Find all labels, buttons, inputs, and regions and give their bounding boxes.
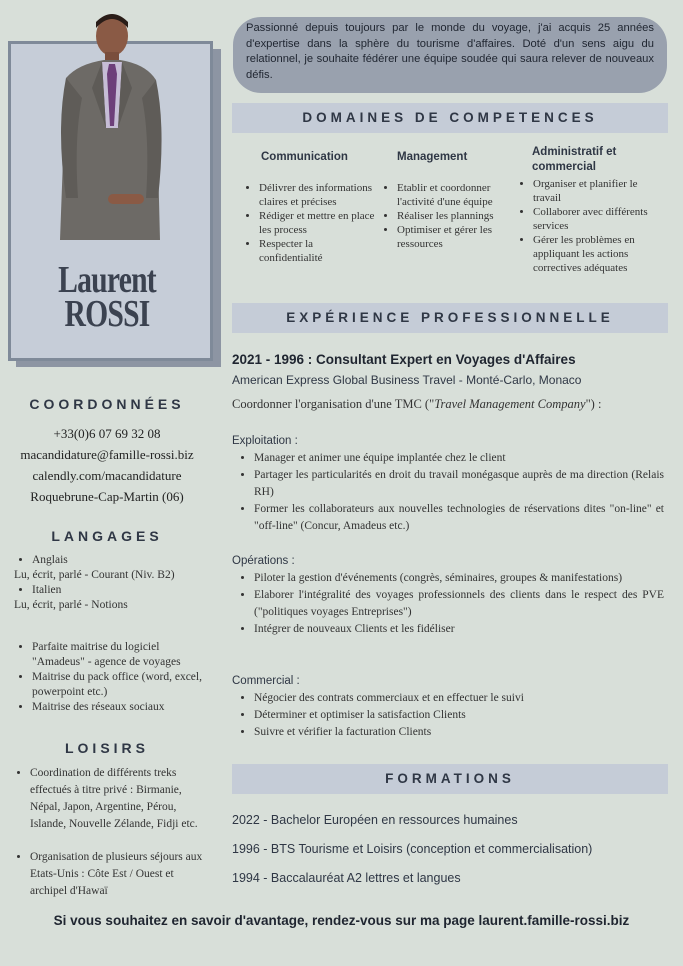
exp-group-label: Commercial : bbox=[232, 675, 300, 687]
skill-column-admin bbox=[519, 145, 659, 275]
skill-column-communication bbox=[245, 150, 375, 265]
skill-item: • Rédiger et mettre en place les process bbox=[259, 209, 375, 237]
tool-item: • Maitrise du pack office (word, excel, powerpoint etc.) bbox=[32, 670, 211, 700]
education-item: 1994 - Baccalauréat A2 lettres et langues bbox=[232, 871, 461, 885]
exp-item: • Elaborer l'intégralité des voyages professionnels des clients dans le respect des PVE ("politiques voyages Entreprises") bbox=[254, 587, 664, 621]
exp-item: • Intégrer de nouveaux Clients et les fidéliser bbox=[254, 621, 664, 638]
education-item: 1996 - BTS Tourisme et Loisirs (conception et commercialisation) bbox=[232, 842, 593, 856]
exp-group-label: Exploitation : bbox=[232, 435, 298, 447]
city: Roquebrune-Cap-Martin (06) bbox=[30, 489, 184, 504]
skill-column-title: Communication bbox=[261, 151, 348, 163]
skill-item: • Organiser et planifier le travail bbox=[533, 177, 659, 205]
tool-item: • Parfaite maitrise du logiciel "Amadeus" - agence de voyages bbox=[32, 640, 211, 670]
hobby-item: • Coordination de différents treks effectués à titre privé : Birmanie, Népal, Japon, Argentine, Pérou, Islande, Nouvelle Zélande, Fidji etc. bbox=[30, 765, 212, 833]
exp-item: • Former les collaborateurs aux nouvelles technologies de réservations dites "on-line" et "off-line" (Concur, Amadeus etc.) bbox=[254, 501, 664, 535]
contact-heading: COORDONNÉES bbox=[29, 396, 185, 412]
skill-item: • Gérer les problèmes en appliquant les actions correctives adéquates bbox=[533, 233, 659, 275]
skill-column-title: Management bbox=[397, 151, 468, 163]
language-name: • Anglais bbox=[32, 553, 211, 568]
exp-item: • Déterminer et optimiser la satisfaction Clients bbox=[254, 707, 664, 724]
first-name: Laurent bbox=[58, 259, 156, 301]
skill-item: • Délivrer des informations claires et précises bbox=[259, 181, 375, 209]
language-name: • Italien bbox=[32, 583, 211, 598]
language-level: Lu, écrit, parlé - Courant (Niv. B2) bbox=[14, 569, 175, 581]
exp-group-commercial bbox=[232, 673, 664, 741]
email-link[interactable]: macandidature@famille-rossi.biz bbox=[20, 447, 194, 462]
skill-column-title: Administratif et commercial bbox=[532, 146, 617, 173]
profile-photo bbox=[48, 8, 166, 240]
exp-item: • Partager les particularités en droit du travail monégasque auprès de ma direction (Relais RH) bbox=[254, 467, 664, 501]
job-intro-prefix: Coordonner l'organisation d'une TMC (" bbox=[232, 397, 435, 411]
job-intro bbox=[232, 396, 668, 413]
tools-list bbox=[16, 640, 211, 715]
job-company: American Express Global Business Travel - Monté-Carlo, Monaco bbox=[232, 373, 582, 387]
hobbies-heading: LOISIRS bbox=[64, 740, 149, 756]
education-heading-bar bbox=[232, 764, 668, 794]
languages-list bbox=[16, 553, 211, 613]
exp-item: • Suivre et vérifier la facturation Clients bbox=[254, 724, 664, 741]
contact-block bbox=[0, 423, 214, 507]
education-item: 2022 - Bachelor Européen en ressources humaines bbox=[232, 813, 518, 827]
last-name: ROSSI bbox=[64, 293, 150, 335]
job-intro-suffix: ") : bbox=[585, 397, 602, 411]
skill-column-management bbox=[383, 150, 513, 251]
hobby-item: • Organisation de plusieurs séjours aux Etats-Unis : Côte Est / Ouest et archipel d'Hawaï bbox=[30, 849, 212, 900]
skill-item: • Réaliser les plannings bbox=[397, 209, 513, 223]
exp-item: • Négocier des contrats commerciaux et en effectuer le suivi bbox=[254, 690, 664, 707]
tool-item: • Maitrise des réseaux sociaux bbox=[32, 700, 211, 715]
job-intro-italic: Travel Management Company bbox=[434, 397, 586, 411]
skill-item: • Optimiser et gérer les ressources bbox=[397, 223, 513, 251]
summary-text: Passionné depuis toujours par le monde du voyage, j'ai acquis 25 années d'expertise dans la sphère du tourisme d'affaires. Doté d'un sens aigu du relationnel, je souhaite fédérer une équipe soudée qui saura relever de nouveaux défis. bbox=[246, 22, 654, 81]
experience-heading-bar bbox=[232, 303, 668, 333]
exp-group-label: Opérations : bbox=[232, 555, 295, 567]
exp-item: • Manager et animer une équipe implantée chez le client bbox=[254, 450, 664, 467]
languages-heading: LANGAGES bbox=[51, 528, 163, 544]
job-title: 2021 - 1996 : Consultant Expert en Voyages d'Affaires bbox=[232, 352, 576, 367]
exp-item: • Piloter la gestion d'événements (congrès, séminaires, groupes & manifestations) bbox=[254, 570, 664, 587]
hobbies-list bbox=[14, 765, 212, 900]
phone-number[interactable]: +33(0)6 07 69 32 08 bbox=[53, 426, 161, 441]
experience-heading: EXPÉRIENCE PROFESSIONNELLE bbox=[286, 310, 614, 325]
skill-item: • Etablir et coordonner l'activité d'une équipe bbox=[397, 181, 513, 209]
exp-group-operations bbox=[232, 553, 664, 638]
footer-link[interactable]: Si vous souhaitez en savoir d'avantage, rendez-vous sur ma page laurent.famille-rossi.biz bbox=[53, 913, 630, 928]
skill-item: • Collaborer avec différents services bbox=[533, 205, 659, 233]
skill-item: • Respecter la confidentialité bbox=[259, 237, 375, 265]
skills-heading: DOMAINES DE COMPETENCES bbox=[302, 110, 598, 125]
calendly-link[interactable]: calendly.com/macandidature bbox=[32, 468, 182, 483]
skills-heading-bar bbox=[232, 103, 668, 133]
education-heading: FORMATIONS bbox=[385, 771, 515, 786]
language-level: Lu, écrit, parlé - Notions bbox=[14, 599, 128, 611]
exp-group-exploitation bbox=[232, 433, 664, 535]
